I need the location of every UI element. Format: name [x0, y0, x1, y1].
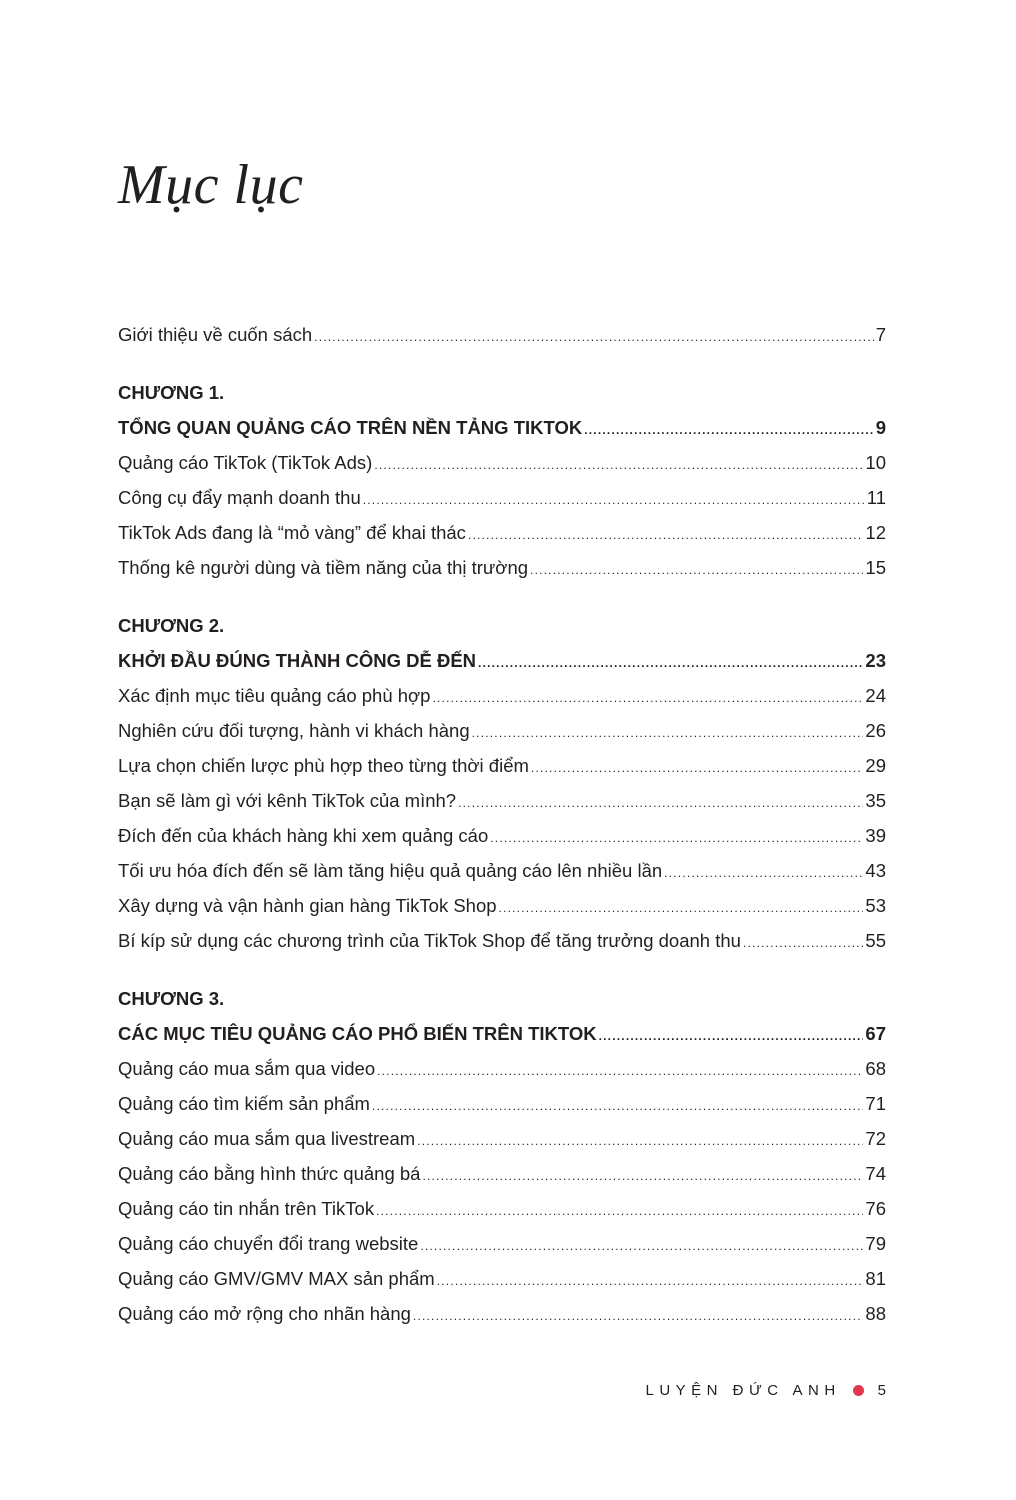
toc-entry[interactable]: [118, 853, 886, 888]
chapter-1: [118, 375, 886, 585]
chapter-title-entry[interactable]: [118, 410, 886, 445]
dot-leader: [363, 483, 865, 515]
toc-entry-page: 29: [865, 755, 886, 776]
chapter-2: [118, 608, 886, 958]
toc-entry[interactable]: [118, 818, 886, 853]
toc-entry-page: 53: [865, 895, 886, 916]
dot-leader: [584, 413, 873, 445]
toc-entry-page: 15: [865, 557, 886, 578]
toc-entry-label: Xác định mục tiêu quảng cáo phù hợp: [118, 685, 431, 706]
toc-entry-page: 26: [865, 720, 886, 741]
toc-entry[interactable]: [118, 1086, 886, 1121]
chapter-page: 67: [865, 1023, 886, 1044]
toc-entry-page: 55: [865, 930, 886, 951]
chapter-page: 23: [865, 650, 886, 671]
toc-entry[interactable]: [118, 678, 886, 713]
dot-leader: [413, 1299, 864, 1331]
toc-entry[interactable]: [118, 713, 886, 748]
dot-leader: [420, 1229, 863, 1261]
toc-entry-page: 74: [865, 1163, 886, 1184]
toc-entry-label: Quảng cáo TikTok (TikTok Ads): [118, 452, 373, 473]
dot-leader: [432, 681, 863, 713]
dot-leader: [458, 786, 863, 818]
toc-entry-label: Quảng cáo mua sắm qua livestream: [118, 1128, 416, 1149]
toc-entry-intro[interactable]: [118, 317, 886, 352]
toc-entry-page: 88: [865, 1303, 886, 1324]
chapter-3: [118, 981, 886, 1331]
toc-entry-page: 12: [865, 522, 886, 543]
dot-leader: [599, 1019, 864, 1051]
toc-entry-page: 39: [865, 825, 886, 846]
toc-entry-page: 76: [865, 1198, 886, 1219]
toc-entry-label: Quảng cáo GMV/GMV MAX sản phẩm: [118, 1268, 435, 1289]
dot-leader: [417, 1124, 863, 1156]
toc-entry-label: Lựa chọn chiến lược phù hợp theo từng thời điểm: [118, 755, 529, 776]
toc-entry[interactable]: [118, 515, 886, 550]
toc-entry-page: 79: [865, 1233, 886, 1254]
toc-entry-page: 35: [865, 790, 886, 811]
dot-leader: [499, 891, 864, 923]
toc-entry[interactable]: [118, 445, 886, 480]
chapter-title-entry[interactable]: [118, 1016, 886, 1051]
dot-leader: [374, 448, 863, 480]
toc-entry-label: Giới thiệu về cuốn sách: [118, 324, 313, 345]
toc-entry-page: 11: [866, 487, 886, 508]
page-title: Mục lục: [118, 154, 304, 216]
toc-entry-label: Quảng cáo tìm kiếm sản phẩm: [118, 1093, 370, 1114]
toc-entry[interactable]: [118, 1296, 886, 1331]
toc-entry[interactable]: [118, 783, 886, 818]
toc-entry-page: 43: [865, 860, 886, 881]
dot-leader: [377, 1054, 863, 1086]
dot-leader: [472, 716, 864, 748]
chapter-number: CHƯƠNG 1.: [118, 382, 225, 403]
toc-entry-label: Xây dựng và vận hành gian hàng TikTok Shop: [118, 895, 497, 916]
dot-leader: [437, 1264, 864, 1296]
dot-leader: [664, 856, 863, 888]
toc-entry-label: TikTok Ads đang là “mỏ vàng” để khai thác: [118, 522, 466, 543]
toc-entry[interactable]: [118, 888, 886, 923]
toc-entry[interactable]: [118, 1226, 886, 1261]
toc-entry[interactable]: [118, 923, 886, 958]
toc-entry[interactable]: [118, 1191, 886, 1226]
chapter-page: 9: [875, 417, 886, 438]
toc-entry[interactable]: [118, 1121, 886, 1156]
toc-entry[interactable]: [118, 480, 886, 515]
toc-entry-page: 71: [865, 1093, 886, 1114]
author-name: LUYỆN ĐỨC ANH: [645, 1382, 841, 1399]
dot-leader: [372, 1089, 863, 1121]
toc-entry-label: Bạn sẽ làm gì với kênh TikTok của mình?: [118, 790, 457, 811]
toc-entry-page: 81: [865, 1268, 886, 1289]
dot-leader: [376, 1194, 863, 1226]
chapter-number: CHƯƠNG 3.: [118, 988, 225, 1009]
toc-entry-page: 24: [865, 685, 886, 706]
toc-entry-label: Thống kê người dùng và tiềm năng của thị trường: [118, 557, 529, 578]
dot-leader: [478, 646, 863, 678]
toc-entry-page: 72: [865, 1128, 886, 1149]
dot-leader: [490, 821, 863, 853]
toc-entry-label: Quảng cáo chuyển đổi trang website: [118, 1233, 419, 1254]
chapter-number: CHƯƠNG 2.: [118, 615, 225, 636]
toc-entry-page: 7: [875, 324, 886, 345]
toc-entry-page: 10: [865, 452, 886, 473]
dot-leader: [314, 320, 874, 352]
dot-leader: [743, 926, 863, 958]
chapter-title-entry[interactable]: [118, 643, 886, 678]
toc-entry[interactable]: [118, 550, 886, 585]
toc-entry[interactable]: [118, 1156, 886, 1191]
table-of-contents: [118, 317, 886, 1331]
toc-entry-label: Quảng cáo bằng hình thức quảng bá: [118, 1163, 421, 1184]
toc-entry[interactable]: [118, 1261, 886, 1296]
toc-entry-label: Công cụ đẩy mạnh doanh thu: [118, 487, 361, 508]
chapter-title: CÁC MỤC TIÊU QUẢNG CÁO PHỔ BIẾN TRÊN TIKTOK: [118, 1023, 597, 1044]
toc-entry-label: Quảng cáo mở rộng cho nhãn hàng: [118, 1303, 411, 1324]
page-footer: [645, 1382, 886, 1399]
bullet-dot-icon: [853, 1385, 864, 1396]
toc-entry[interactable]: [118, 1051, 886, 1086]
toc-entry-page: 68: [865, 1058, 886, 1079]
toc-entry-label: Tối ưu hóa đích đến sẽ làm tăng hiệu quả quảng cáo lên nhiều lần: [118, 860, 663, 881]
chapter-title: TỔNG QUAN QUẢNG CÁO TRÊN NỀN TẢNG TIKTOK: [118, 417, 583, 438]
page-number: 5: [877, 1382, 886, 1399]
toc-entry[interactable]: [118, 748, 886, 783]
toc-entry-label: Đích đến của khách hàng khi xem quảng cáo: [118, 825, 489, 846]
dot-leader: [530, 553, 863, 585]
dot-leader: [422, 1159, 863, 1191]
toc-entry-label: Nghiên cứu đối tượng, hành vi khách hàng: [118, 720, 470, 741]
toc-entry-label: Quảng cáo mua sắm qua video: [118, 1058, 376, 1079]
dot-leader: [468, 518, 864, 550]
toc-entry-label: Bí kíp sử dụng các chương trình của TikTok Shop để tăng trưởng doanh thu: [118, 930, 741, 951]
chapter-title: KHỞI ĐẦU ĐÚNG THÀNH CÔNG DỄ ĐẾN: [118, 650, 477, 671]
toc-entry-label: Quảng cáo tin nhắn trên TikTok: [118, 1198, 375, 1219]
dot-leader: [531, 751, 864, 783]
